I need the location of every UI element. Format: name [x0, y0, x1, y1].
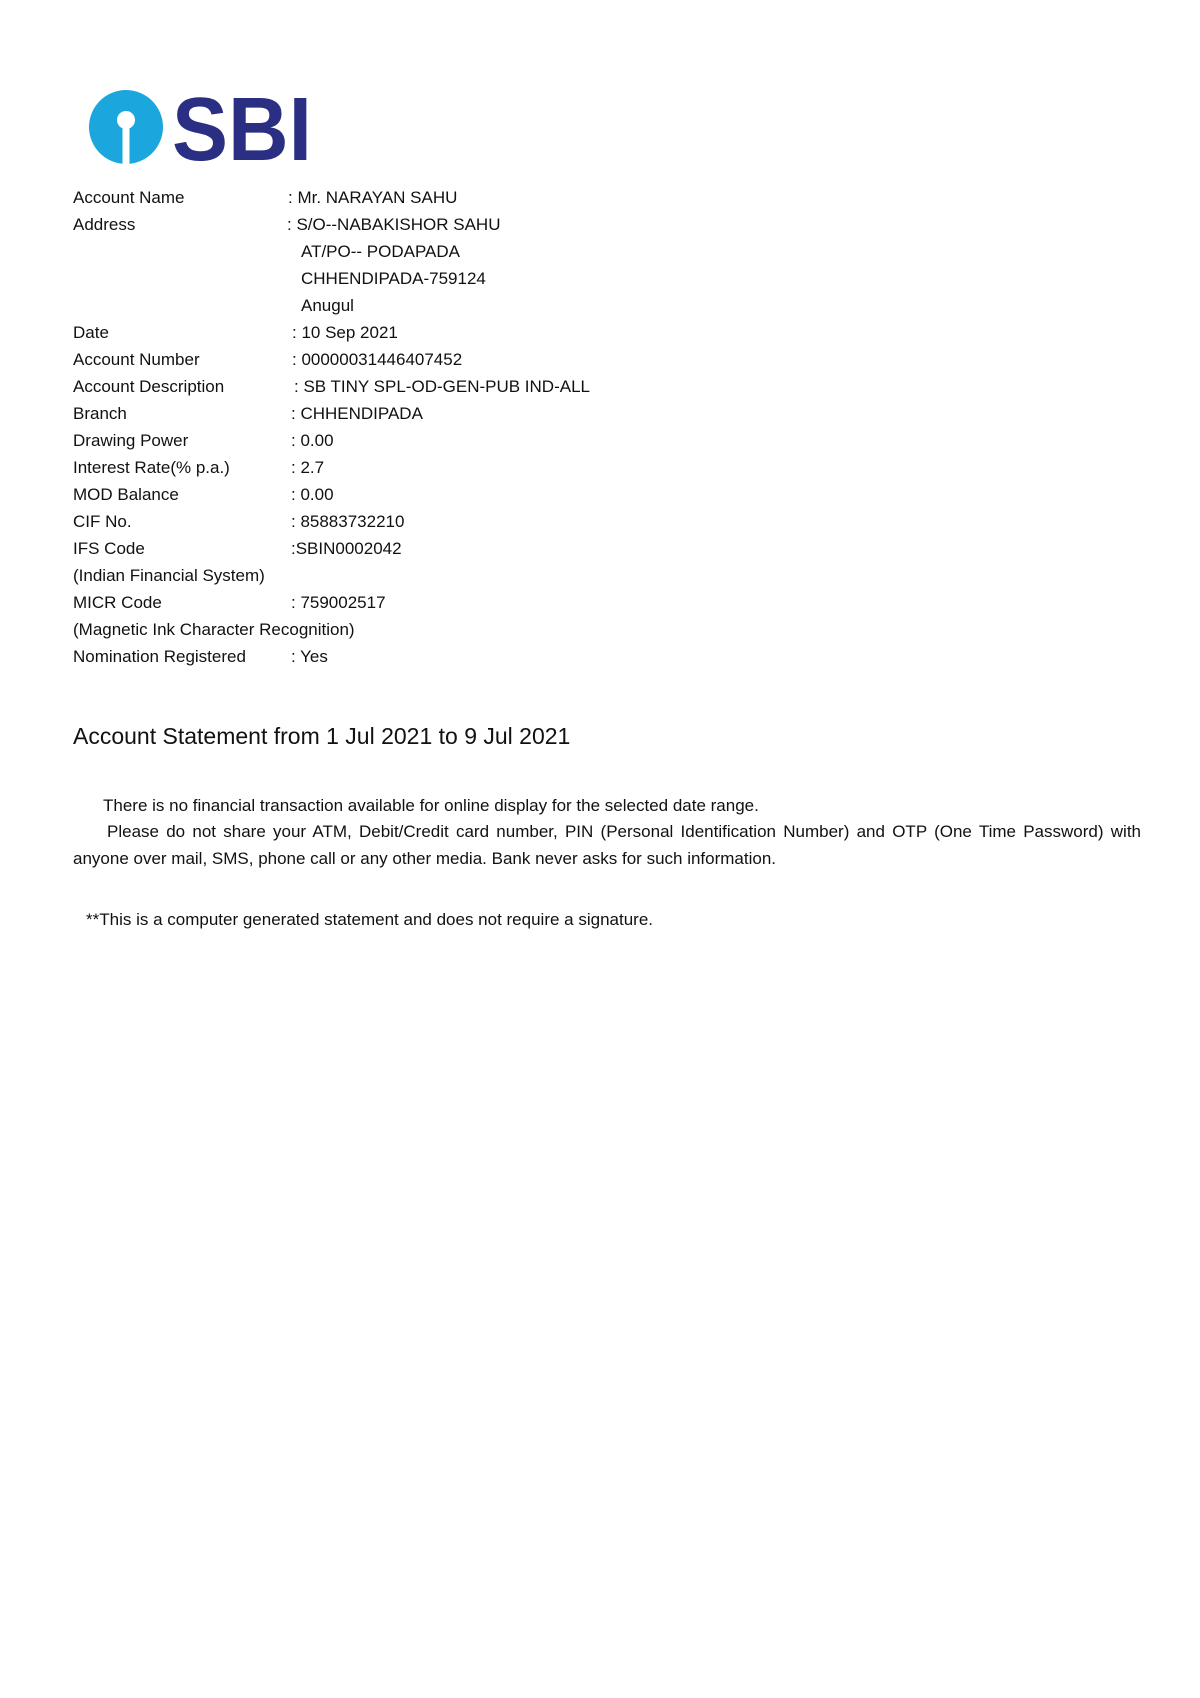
address-label: Address — [73, 215, 136, 234]
address-line-1: : S/O--NABAKISHOR SAHU — [287, 215, 501, 234]
micr-code-value: : 759002517 — [291, 593, 386, 612]
micr-note: (Magnetic Ink Character Recognition) — [73, 620, 355, 639]
mod-balance-value: : 0.00 — [291, 485, 334, 504]
address-line-4: Anugul — [301, 296, 354, 315]
address-line-2: AT/PO-- PODAPADA — [301, 242, 461, 261]
cif-value: : 85883732210 — [291, 512, 405, 531]
security-notice: Please do not share your ATM, Debit/Credit card number, PIN (Personal Identification Number) and OTP (One Time Password) with anyone over mail, SMS, phone call or any other media. Bank never asks for such information. — [73, 822, 1141, 868]
micr-code-label: MICR Code — [73, 593, 162, 612]
account-number-label: Account Number — [73, 350, 200, 369]
address-line-3: CHHENDIPADA-759124 — [301, 269, 486, 288]
nomination-label: Nomination Registered — [73, 647, 246, 666]
sbi-logo-text: SBI — [172, 84, 312, 170]
account-name-value: : Mr. NARAYAN SAHU — [288, 188, 458, 207]
ifs-code-value: :SBIN0002042 — [291, 539, 402, 558]
signature-note: **This is a computer generated statement and does not require a signature. — [86, 910, 654, 929]
mod-balance-label: MOD Balance — [73, 485, 179, 504]
date-value: : 10 Sep 2021 — [292, 323, 398, 342]
drawing-power-value: : 0.00 — [291, 431, 334, 450]
ifs-code-label: IFS Code — [73, 539, 145, 558]
account-number-value: : 00000031446407452 — [292, 350, 463, 369]
interest-rate-label: Interest Rate(% p.a.) — [73, 458, 230, 477]
account-name-label: Account Name — [73, 188, 185, 207]
ifs-note: (Indian Financial System) — [73, 566, 265, 585]
nomination-value: : Yes — [291, 647, 328, 666]
date-label: Date — [73, 323, 109, 342]
no-transactions-message: There is no financial transaction available for online display for the selected date range. — [103, 796, 759, 815]
sbi-logo-graphic — [86, 84, 316, 170]
branch-label: Branch — [73, 404, 127, 423]
interest-rate-value: : 2.7 — [291, 458, 325, 477]
drawing-power-label: Drawing Power — [73, 431, 189, 450]
statement-heading: Account Statement from 1 Jul 2021 to 9 Jul 2021 — [73, 723, 571, 749]
sbi-logo — [86, 84, 316, 170]
account-description-value: : SB TINY SPL-OD-GEN-PUB IND-ALL — [294, 377, 590, 396]
branch-value: : CHHENDIPADA — [291, 404, 423, 423]
cif-label: CIF No. — [73, 512, 132, 531]
account-description-label: Account Description — [73, 377, 225, 396]
